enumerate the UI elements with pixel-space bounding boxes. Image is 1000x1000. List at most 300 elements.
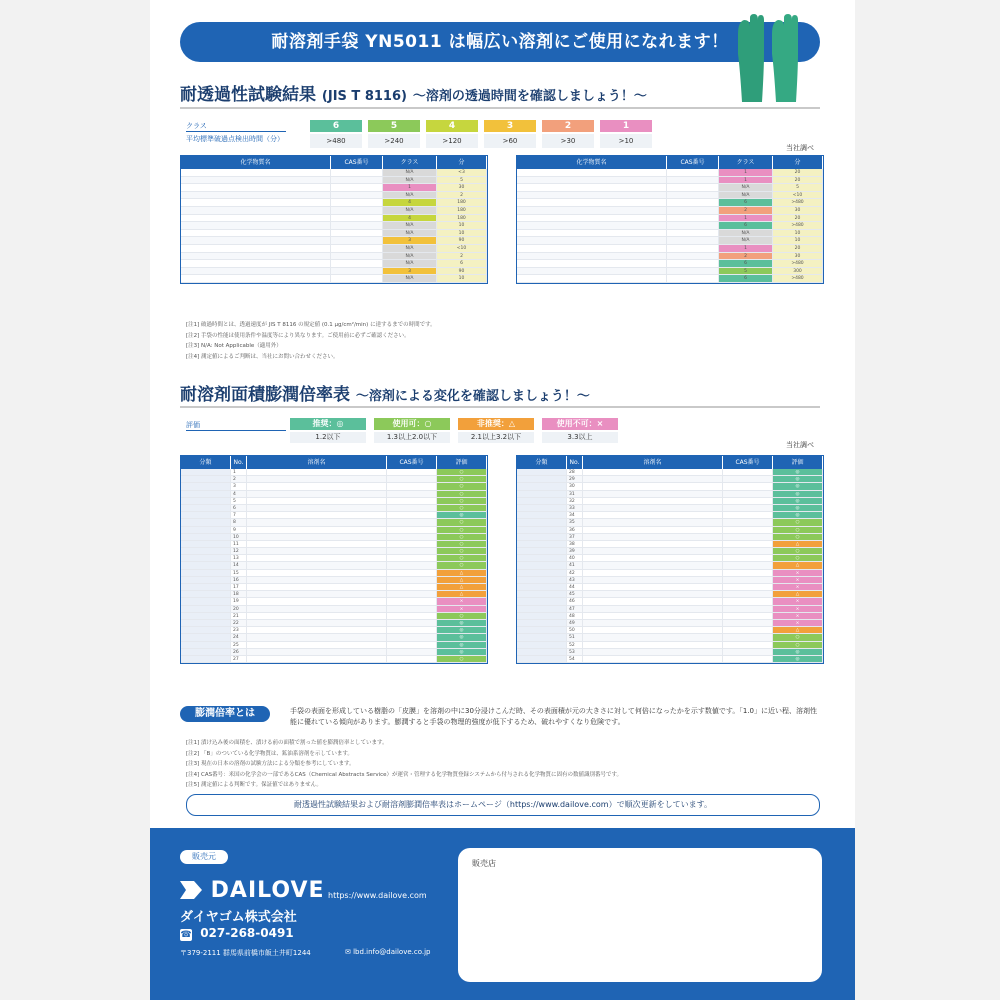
- eval-cell: ◎: [773, 476, 823, 482]
- cas-cell: [723, 649, 773, 655]
- cas-cell: [387, 476, 437, 482]
- class-cell: 6: [719, 275, 773, 282]
- chemical-cell: [181, 215, 331, 222]
- class-cell: 1: [719, 245, 773, 252]
- eval-cell: ○: [437, 491, 487, 497]
- category-cell: [517, 570, 567, 576]
- number-cell: 30: [567, 483, 583, 489]
- number-cell: 50: [567, 627, 583, 633]
- category-cell: [517, 476, 567, 482]
- cas-cell: [723, 519, 773, 525]
- update-note[interactable]: 耐透過性試験結果および耐溶剤膨潤倍率表はホームページ（https://www.dailove.com）で順次更新をしています。: [186, 794, 820, 816]
- number-cell: 49: [567, 620, 583, 626]
- solvent-cell: [583, 541, 723, 547]
- solvent-cell: [583, 534, 723, 540]
- class-cell: N/A: [719, 184, 773, 191]
- class-cell: N/A: [719, 230, 773, 237]
- category-cell: [517, 606, 567, 612]
- eval-range: 3.3以上: [542, 432, 618, 443]
- swell-tag: 膨潤倍率とは: [180, 706, 270, 722]
- eval-cell: ○: [437, 476, 487, 482]
- eval-legend-item: [542, 418, 618, 443]
- solvent-cell: [583, 577, 723, 583]
- eval-cell: △: [437, 570, 487, 576]
- swelling-title-text: 耐溶剤面積膨潤倍率表: [180, 385, 350, 405]
- header-no: No.: [567, 456, 583, 469]
- chemical-cell: [517, 184, 667, 191]
- cas-cell: [723, 512, 773, 518]
- minutes-cell: 10: [773, 237, 823, 244]
- class-time: >60: [484, 134, 536, 148]
- table-row: [517, 260, 823, 268]
- cas-cell: [723, 491, 773, 497]
- number-cell: 19: [231, 598, 247, 604]
- chemical-cell: [181, 169, 331, 176]
- cas-cell: [387, 584, 437, 590]
- eval-cell: ◎: [773, 498, 823, 504]
- solvent-cell: [247, 527, 387, 533]
- category-cell: [517, 483, 567, 489]
- class-legend-item: [310, 120, 362, 150]
- solvent-cell: [247, 534, 387, 540]
- class-time: >480: [310, 134, 362, 148]
- minutes-cell: 2: [437, 192, 487, 199]
- cas-cell: [667, 253, 719, 260]
- table-row: [517, 253, 823, 261]
- category-cell: [517, 649, 567, 655]
- eval-cell: ×: [437, 606, 487, 612]
- solvent-cell: [247, 498, 387, 504]
- cas-cell: [387, 519, 437, 525]
- class-number: 5: [368, 120, 420, 132]
- website-link[interactable]: https://www.dailove.com: [328, 891, 427, 900]
- category-cell: [181, 620, 231, 626]
- class-cell: N/A: [383, 177, 437, 184]
- table-row: [181, 245, 487, 253]
- solvent-cell: [247, 512, 387, 518]
- chemical-cell: [517, 253, 667, 260]
- eval-cell: ◎: [773, 469, 823, 475]
- swelling-subtitle: 〜溶剤による変化を確認しましょう！〜: [355, 389, 590, 404]
- solvent-cell: [247, 483, 387, 489]
- minutes-cell: 20: [773, 215, 823, 222]
- table-row: [181, 469, 487, 476]
- chemical-cell: [181, 177, 331, 184]
- phone-text: 027-268-0491: [200, 926, 294, 940]
- category-cell: [181, 505, 231, 511]
- class-cell: 4: [383, 199, 437, 206]
- own-survey-note: 当社調べ: [786, 144, 814, 152]
- legend-class-label: クラス: [186, 122, 207, 130]
- header-solvent: 溶剤名: [247, 456, 387, 469]
- number-cell: 17: [231, 584, 247, 590]
- table-row: [181, 598, 487, 605]
- chemical-cell: [517, 275, 667, 282]
- eval-cell: ×: [773, 570, 823, 576]
- category-cell: [181, 548, 231, 554]
- solvent-cell: [247, 656, 387, 662]
- number-cell: 45: [567, 591, 583, 597]
- eval-cell: ○: [437, 534, 487, 540]
- class-cell: 1: [719, 215, 773, 222]
- table-row: [181, 555, 487, 562]
- number-cell: 5: [231, 498, 247, 504]
- table-row: [517, 584, 823, 591]
- category-cell: [517, 613, 567, 619]
- cas-cell: [723, 606, 773, 612]
- table-row: [181, 184, 487, 192]
- eval-cell: ◎: [437, 642, 487, 648]
- eval-cell: ○: [437, 519, 487, 525]
- class-cell: N/A: [383, 222, 437, 229]
- cas-cell: [667, 237, 719, 244]
- table-row: [181, 527, 487, 534]
- table-row: [517, 169, 823, 177]
- solvent-cell: [583, 519, 723, 525]
- category-cell: [517, 512, 567, 518]
- minutes-cell: 5: [773, 184, 823, 191]
- jis-label: (JIS T 8116): [321, 89, 407, 104]
- solvent-cell: [583, 548, 723, 554]
- category-cell: [181, 591, 231, 597]
- cas-cell: [387, 591, 437, 597]
- solvent-cell: [247, 634, 387, 640]
- cas-cell: [723, 627, 773, 633]
- retailer-box: [458, 848, 822, 982]
- solvent-cell: [583, 505, 723, 511]
- header-class: クラス: [383, 156, 437, 169]
- chemical-cell: [181, 222, 331, 229]
- table-row: [181, 562, 487, 569]
- cas-cell: [667, 207, 719, 214]
- category-cell: [181, 634, 231, 640]
- eval-range: 1.2以下: [290, 432, 366, 443]
- table-row: [517, 598, 823, 605]
- cas-cell: [387, 570, 437, 576]
- header-cas: CAS番号: [723, 456, 773, 469]
- solvent-cell: [583, 591, 723, 597]
- number-cell: 8: [231, 519, 247, 525]
- category-cell: [181, 570, 231, 576]
- solvent-cell: [247, 606, 387, 612]
- table-body: [517, 169, 823, 283]
- solvent-cell: [247, 620, 387, 626]
- category-cell: [181, 498, 231, 504]
- eval-range: 1.3以上2.0以下: [374, 432, 450, 443]
- cas-cell: [667, 215, 719, 222]
- number-cell: 40: [567, 555, 583, 561]
- table-row: [517, 469, 823, 476]
- cas-cell: [723, 527, 773, 533]
- eval-cell: ○: [437, 469, 487, 475]
- eval-cell: ○: [773, 527, 823, 533]
- swelling-table-left: [180, 455, 488, 664]
- table-row: [181, 656, 487, 663]
- table-row: [181, 275, 487, 283]
- minutes-cell: 180: [437, 207, 487, 214]
- category-cell: [517, 555, 567, 561]
- cas-cell: [667, 230, 719, 237]
- table-row: [517, 541, 823, 548]
- footer: [150, 828, 855, 1000]
- eval-cell: ◎: [773, 656, 823, 662]
- number-cell: 43: [567, 577, 583, 583]
- header-solvent: 溶剤名: [583, 456, 723, 469]
- solvent-cell: [583, 483, 723, 489]
- legend-underline: [186, 131, 286, 132]
- cas-cell: [331, 169, 383, 176]
- number-cell: 34: [567, 512, 583, 518]
- solvent-cell: [583, 649, 723, 655]
- cas-cell: [331, 207, 383, 214]
- table-row: [517, 591, 823, 598]
- class-cell: N/A: [383, 253, 437, 260]
- cas-cell: [667, 260, 719, 267]
- table-row: [181, 534, 487, 541]
- cas-cell: [667, 245, 719, 252]
- permeation-title: [180, 80, 647, 105]
- cas-cell: [331, 237, 383, 244]
- category-cell: [517, 519, 567, 525]
- table-row: [181, 613, 487, 620]
- table-row: [517, 483, 823, 490]
- minutes-cell: 30: [773, 253, 823, 260]
- table-row: [517, 534, 823, 541]
- cas-cell: [723, 483, 773, 489]
- number-cell: 12: [231, 548, 247, 554]
- number-cell: 10: [231, 534, 247, 540]
- category-cell: [181, 476, 231, 482]
- eval-cell: ◎: [437, 512, 487, 518]
- category-cell: [181, 541, 231, 547]
- footnote: [注3] 現在の日本の溶剤の試験方法による分類を参考にしています。: [186, 761, 355, 767]
- solvent-cell: [247, 649, 387, 655]
- eval-label: 推奨：◎: [290, 418, 366, 430]
- email[interactable]: [345, 948, 431, 956]
- chemical-cell: [517, 230, 667, 237]
- table-row: [181, 505, 487, 512]
- swelling-title: [180, 380, 590, 405]
- cas-cell: [723, 548, 773, 554]
- table-row: [517, 656, 823, 663]
- number-cell: 29: [567, 476, 583, 482]
- table-row: [181, 634, 487, 641]
- cas-cell: [667, 177, 719, 184]
- cas-cell: [387, 527, 437, 533]
- footnote: [注1] 破過時間とは、透過速度が JIS T 8116 の規定値 (0.1 μg/cm²/min) に達するまでの時間です。: [186, 322, 436, 328]
- number-cell: 44: [567, 584, 583, 590]
- eval-cell: ×: [773, 577, 823, 583]
- class-cell: 3: [383, 268, 437, 275]
- category-cell: [517, 584, 567, 590]
- header-cas: CAS番号: [667, 156, 719, 169]
- class-legend: [310, 120, 652, 150]
- category-cell: [181, 577, 231, 583]
- table-row: [517, 215, 823, 223]
- cas-cell: [723, 555, 773, 561]
- class-cell: N/A: [383, 207, 437, 214]
- minutes-cell: 90: [437, 268, 487, 275]
- cas-cell: [331, 192, 383, 199]
- number-cell: 47: [567, 606, 583, 612]
- eval-cell: ◎: [773, 649, 823, 655]
- minutes-cell: >480: [773, 222, 823, 229]
- category-cell: [517, 548, 567, 554]
- table-row: [181, 519, 487, 526]
- category-cell: [517, 577, 567, 583]
- footnote: [注4] CAS番号：米国の化学会の一部であるCAS（Chemical Abstracts Service）が運営・管理する化学物質登録システムから付与される化学物質に固有の数値識別番号です。: [186, 771, 623, 778]
- eval-cell: ○: [773, 642, 823, 648]
- cas-cell: [667, 192, 719, 199]
- table-row: [181, 169, 487, 177]
- minutes-cell: >480: [773, 260, 823, 267]
- cas-cell: [387, 498, 437, 504]
- chemical-cell: [181, 184, 331, 191]
- cas-cell: [723, 469, 773, 475]
- solvent-cell: [247, 570, 387, 576]
- minutes-cell: 20: [773, 177, 823, 184]
- minutes-cell: 20: [773, 245, 823, 252]
- permeation-subtitle: 〜溶剤の透過時間を確認しましょう！〜: [412, 89, 647, 104]
- eval-cell: △: [773, 541, 823, 547]
- eval-cell: ○: [437, 498, 487, 504]
- cas-cell: [331, 177, 383, 184]
- swelling-notes: [186, 738, 622, 791]
- class-legend-item: [484, 120, 536, 150]
- eval-cell: ◎: [437, 634, 487, 640]
- category-cell: [517, 562, 567, 568]
- table-row: [181, 591, 487, 598]
- number-cell: 39: [567, 548, 583, 554]
- cas-cell: [331, 199, 383, 206]
- cas-cell: [723, 505, 773, 511]
- number-cell: 21: [231, 613, 247, 619]
- header-class: クラス: [719, 156, 773, 169]
- number-cell: 22: [231, 620, 247, 626]
- minutes-cell: <3: [437, 169, 487, 176]
- table-row: [181, 237, 487, 245]
- eval-cell: ×: [437, 598, 487, 604]
- email-text: lbd.info@dailove.co.jp: [353, 948, 431, 956]
- table-row: [517, 245, 823, 253]
- category-cell: [517, 656, 567, 662]
- solvent-cell: [247, 598, 387, 604]
- minutes-cell: 300: [773, 268, 823, 275]
- table-row: [517, 222, 823, 230]
- class-time: >120: [426, 134, 478, 148]
- minutes-cell: 10: [437, 275, 487, 282]
- cas-cell: [723, 620, 773, 626]
- table-row: [181, 260, 487, 268]
- cas-cell: [331, 245, 383, 252]
- mail-icon: ✉: [345, 948, 351, 956]
- table-header: [517, 456, 823, 469]
- eval-legend-item: [374, 418, 450, 443]
- category-cell: [181, 656, 231, 662]
- number-cell: 26: [231, 649, 247, 655]
- class-cell: 2: [719, 253, 773, 260]
- category-cell: [517, 620, 567, 626]
- class-cell: 2: [719, 207, 773, 214]
- solvent-cell: [583, 562, 723, 568]
- footnote: [注2] 手袋の性能は使用条件や温度等により異なります。ご使用前に必ずご確認ください。: [186, 332, 410, 339]
- cas-cell: [331, 253, 383, 260]
- eval-cell: ○: [437, 613, 487, 619]
- category-cell: [181, 613, 231, 619]
- header-minutes: 分: [437, 156, 487, 169]
- table-row: [181, 627, 487, 634]
- eval-cell: ◎: [773, 491, 823, 497]
- header-minutes: 分: [773, 156, 823, 169]
- cas-cell: [387, 634, 437, 640]
- number-cell: 20: [231, 606, 247, 612]
- category-cell: [181, 527, 231, 533]
- cas-cell: [331, 268, 383, 275]
- eval-cell: △: [773, 562, 823, 568]
- table-row: [517, 512, 823, 519]
- solvent-cell: [583, 555, 723, 561]
- eval-cell: ×: [773, 613, 823, 619]
- cas-cell: [723, 598, 773, 604]
- headline-banner: 耐溶剤手袋 YN5011 は幅広い溶剤にご使用になれます！: [180, 22, 820, 62]
- eval-cell: ◎: [437, 649, 487, 655]
- solvent-cell: [247, 491, 387, 497]
- solvent-cell: [583, 634, 723, 640]
- solvent-cell: [247, 548, 387, 554]
- permeation-notes: [186, 320, 436, 362]
- seller-tag: 販売元: [180, 850, 228, 864]
- eval-legend-label: 評価: [186, 421, 200, 429]
- eval-cell: ○: [773, 548, 823, 554]
- eval-cell: △: [773, 627, 823, 633]
- eval-cell: ◎: [773, 512, 823, 518]
- chemical-cell: [181, 275, 331, 282]
- solvent-cell: [583, 498, 723, 504]
- chemical-cell: [181, 268, 331, 275]
- number-cell: 2: [231, 476, 247, 482]
- class-cell: 1: [719, 177, 773, 184]
- footnote: [注2] 「B」のついている化学物質は、鉱油系溶剤を示しています。: [186, 750, 353, 757]
- number-cell: 16: [231, 577, 247, 583]
- solvent-cell: [583, 469, 723, 475]
- section-divider: [180, 107, 820, 109]
- cas-cell: [387, 642, 437, 648]
- eval-label: 非推奨：△: [458, 418, 534, 430]
- category-cell: [181, 483, 231, 489]
- number-cell: 33: [567, 505, 583, 511]
- number-cell: 46: [567, 598, 583, 604]
- number-cell: 42: [567, 570, 583, 576]
- minutes-cell: 2: [437, 253, 487, 260]
- cas-cell: [387, 469, 437, 475]
- minutes-cell: <10: [773, 192, 823, 199]
- eval-cell: ○: [437, 527, 487, 533]
- category-cell: [517, 527, 567, 533]
- class-number: 2: [542, 120, 594, 132]
- eval-cell: ○: [437, 505, 487, 511]
- cas-cell: [387, 555, 437, 561]
- cas-cell: [387, 534, 437, 540]
- cas-cell: [387, 541, 437, 547]
- number-cell: 48: [567, 613, 583, 619]
- table-row: [181, 498, 487, 505]
- category-cell: [517, 627, 567, 633]
- category-cell: [181, 562, 231, 568]
- solvent-cell: [247, 505, 387, 511]
- eval-cell: ○: [437, 548, 487, 554]
- logo-arrow-icon: [180, 881, 202, 899]
- table-body: [181, 469, 487, 663]
